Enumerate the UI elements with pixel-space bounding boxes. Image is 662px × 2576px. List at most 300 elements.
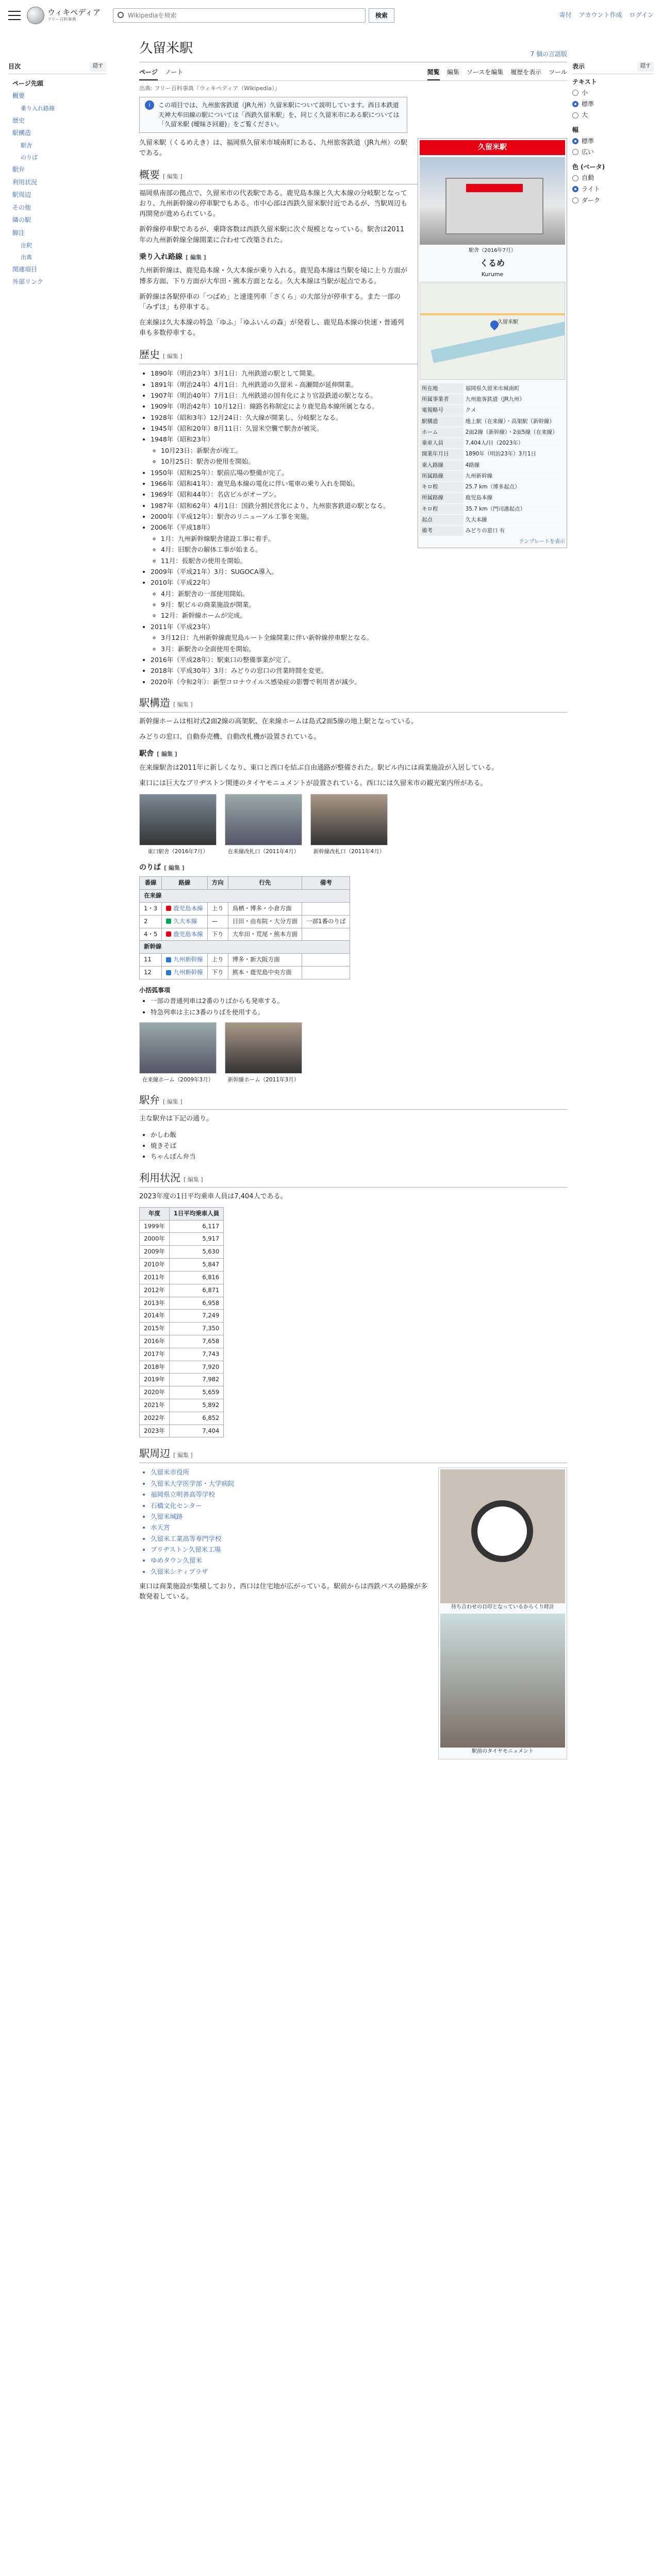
radio-option[interactable]: [572, 196, 654, 206]
tab[interactable]: ツール: [549, 69, 567, 76]
radio-option[interactable]: [572, 110, 654, 120]
map-label: 久留米駅: [498, 319, 518, 325]
platform-note: [302, 928, 350, 941]
usage-value: 7,658: [169, 1335, 224, 1348]
paragraph: 九州新幹線は、鹿児島本線・久大本線が乗り入れる。鹿児島本線は当駅を境に上り方面が博多方面、下り方面が大牟田・熊本方面となる。久大本線は当駅が起点である。: [139, 267, 408, 285]
infobox-value: 九州新幹線: [464, 470, 565, 481]
history-subitem: ◦ 11月：仮駅舎の使用を開始。: [161, 556, 567, 566]
history-item: • 1950年（昭和25年）：駅前広場の整備が完了。: [151, 468, 567, 478]
usage-value: 7,249: [169, 1310, 224, 1323]
platform-direction: 上り: [207, 954, 228, 967]
station-photo[interactable]: [420, 157, 565, 245]
toc-item[interactable]: その他: [12, 204, 31, 211]
platform-number: 11: [140, 954, 162, 967]
toc-header: [8, 62, 106, 74]
toc-item[interactable]: 駅構造: [12, 129, 31, 137]
infobox-value: 鹿児島本線: [464, 493, 565, 503]
history-item: • 2018年（平成30年）3月：みどりの窓口の営業時間を変更。: [151, 666, 567, 675]
radio-icon: [572, 101, 578, 107]
edit-link[interactable]: [ 編集 ]: [157, 751, 177, 758]
gallery-caption: 新幹線ホーム（2011年3月）: [227, 1077, 300, 1083]
gallery-image[interactable]: [225, 1022, 302, 1074]
usage-year: 2018年: [140, 1361, 170, 1374]
bento-intro: 主な駅弁は下記の通り。: [139, 1115, 213, 1123]
history-subitem: ◦ 3月：新駅舎の全面使用を開始。: [161, 644, 567, 654]
line-link[interactable]: 九州新幹線: [173, 969, 203, 976]
toc-title: 目次: [8, 63, 21, 70]
platform-note: 一部1番のりば: [302, 915, 350, 928]
wikipedia-logo[interactable]: [27, 7, 101, 24]
radio-option[interactable]: [572, 173, 654, 183]
edit-link[interactable]: [ 編集 ]: [184, 1176, 203, 1183]
language-button[interactable]: 7 個の言語版: [530, 50, 567, 58]
station-paragraphs: [139, 763, 567, 789]
usage-value: 6,958: [169, 1297, 224, 1310]
logo-wordmark: ウィキペディア: [47, 7, 101, 17]
usage-year: 2015年: [140, 1323, 170, 1335]
radio-icon: [572, 197, 578, 204]
around-item[interactable]: • 久留米大学医学部・大学病院: [151, 1479, 567, 1488]
around-item[interactable]: • 福岡県立明善高等学校: [151, 1489, 567, 1499]
edit-link[interactable]: [ 編集 ]: [164, 864, 185, 871]
usage-year: 2011年: [140, 1271, 170, 1284]
usage-value: 5,630: [169, 1246, 224, 1259]
history-item: • 2020年（令和2年）：新型コロナウイルス感染症の影響で利用者が減少。: [151, 677, 567, 687]
platform-number: 2: [140, 915, 162, 928]
section-platforms-title: のりば: [139, 863, 161, 872]
toc-item[interactable]: 注釈: [21, 242, 32, 249]
infobox-roman: Kurume: [481, 270, 504, 278]
platform-number: 4・5: [140, 928, 162, 941]
infobox-key: 所属事業者: [420, 394, 464, 405]
tab[interactable]: ノート: [164, 69, 184, 76]
clock-photo[interactable]: [440, 1469, 565, 1603]
section-lines-title: 乗り入れ路線: [139, 252, 183, 261]
toc-sidebar: [8, 62, 106, 289]
location-map[interactable]: [420, 282, 565, 380]
platform-destination: 博多・新大阪方面: [228, 954, 302, 967]
platform-destination: 熊本・鹿児島中央方面: [228, 967, 302, 979]
history-subitem: ◦ 4月：旧駅舎の解体工事が始まる。: [161, 545, 567, 554]
usage-year: 2020年: [140, 1386, 170, 1399]
usage-value: 6,871: [169, 1284, 224, 1297]
platform-number: 1・3: [140, 902, 162, 915]
radio-label: 大: [582, 111, 588, 119]
hatnote: [139, 97, 407, 133]
platform-direction: —: [207, 915, 228, 928]
history-item: • 1966年（昭和41年）：鹿児島本線の電化に伴い電車の乗り入れを開始。: [151, 479, 567, 488]
top-header: [0, 0, 662, 31]
infobox-value: 九州旅客鉄道（JR九州）: [464, 394, 565, 405]
radio-label: 標準: [582, 137, 594, 145]
platform-line: [162, 967, 208, 979]
edit-link[interactable]: [ 編集 ]: [163, 1098, 183, 1106]
usage-header: 年度: [140, 1207, 170, 1220]
history-subitem: ◦ 10月25日：駅舎の使用を開始。: [161, 456, 567, 466]
around-item[interactable]: • 石橋文化センター: [151, 1501, 567, 1511]
infobox-value: みどりの窓口 有: [464, 526, 565, 536]
section-structure: [139, 695, 567, 713]
clock-photo-frame: [438, 1467, 567, 1759]
toc-item[interactable]: 外部リンク: [12, 278, 43, 286]
usage-year: 2014年: [140, 1310, 170, 1323]
history-item: • 2000年（平成12年）：駅舎のリニューアル工事を実施。: [151, 512, 567, 521]
around-item[interactable]: • ゆめタウン久留米: [151, 1555, 567, 1565]
section-around-title: 駅周辺: [139, 1447, 170, 1460]
site-sub: 出典: フリー百科事典『ウィキペディア（Wikipedia）』: [139, 84, 280, 92]
text-size-label: テキスト: [572, 78, 597, 86]
usage-year: 2010年: [140, 1259, 170, 1272]
radio-label: 小: [582, 89, 588, 97]
history-subitem: ◦ 12月：新幹線ホームが完成。: [161, 611, 567, 620]
station-photo-caption: 駅舎（2016年7月）: [469, 248, 516, 254]
tab[interactable]: 編集: [446, 69, 459, 76]
platform-note: [302, 902, 350, 915]
radio-option[interactable]: [572, 99, 654, 109]
usage-value: 7,743: [169, 1348, 224, 1361]
line-link[interactable]: 九州新幹線: [173, 956, 203, 963]
gallery-image[interactable]: [139, 794, 217, 845]
usage-value: 5,892: [169, 1399, 224, 1412]
paragraph: 福岡県南部の拠点で、久留米市の代表駅である。鹿児島本線と久大本線の分岐駅となっており、九州新幹線の停車駅でもある。市中心部は西鉄久留米駅付近であるが、当駅周辺も再開発が進められている。: [139, 190, 408, 218]
around-item[interactable]: • 久留米工業高等専門学校: [151, 1534, 567, 1544]
platform-destination: 鳥栖・博多・小倉方面: [228, 902, 302, 915]
section-overview-title: 概要: [139, 168, 160, 181]
toc-item[interactable]: 駅舎: [21, 142, 32, 149]
platform-destination: 大牟田・荒尾・熊本方面: [228, 928, 302, 941]
usage-year: 2012年: [140, 1284, 170, 1297]
usage-header: 1日平均乗車人員: [169, 1207, 224, 1220]
toc-item[interactable]: 駅周辺: [12, 191, 31, 199]
appearance-title: 表示: [572, 63, 585, 70]
usage-year: 1999年: [140, 1220, 170, 1233]
radio-label: ライト: [582, 185, 600, 193]
radio-label: ダーク: [582, 196, 601, 204]
around-item[interactable]: • ブリヂストン久留米工場: [151, 1545, 567, 1554]
history-item: • 2009年（平成21年）3月：SUGOCA導入。: [151, 567, 567, 577]
edit-link[interactable]: [ 編集 ]: [163, 173, 183, 180]
infobox-kana: くるめ: [479, 258, 505, 268]
gallery-caption: 新幹線改札口（2011年4月）: [313, 849, 385, 855]
gallery-item: [225, 794, 302, 856]
section-history-title: 歴史: [139, 348, 160, 361]
logo-tagline: フリー百科事典: [47, 17, 76, 22]
toc-item[interactable]: 乗り入れ路線: [21, 105, 55, 112]
usage-value: 6,117: [169, 1220, 224, 1233]
platform-direction: 下り: [207, 928, 228, 941]
infobox-key: 開業年月日: [420, 449, 464, 460]
width-label: 幅: [572, 126, 579, 133]
usage-table: [139, 1207, 224, 1438]
platform-note-item: • 特急列車は主に3番のりばを使用する。: [151, 1007, 567, 1017]
radio-icon: [572, 138, 578, 144]
usage-year: 2017年: [140, 1348, 170, 1361]
infobox-key: 所属路線: [420, 493, 464, 503]
search-placeholder: Wikipediaを検索: [127, 11, 177, 19]
infobox-value: 福岡県久留米市城南町: [464, 383, 565, 394]
gallery-station: [139, 794, 567, 856]
toc-item[interactable]: 関連項目: [12, 265, 38, 273]
radio-icon: [572, 186, 578, 192]
history-item: • 2010年（平成22年） ◦ 4月：新駅舎の一部使用開始。 ◦ 9月：駅ビルの商業施設が開業。 ◦ 12月：新幹線ホームが完成。: [151, 578, 567, 621]
infobox-value: 1890年（明治23年）3月1日: [464, 449, 565, 460]
around-item[interactable]: • 水天宮: [151, 1522, 567, 1532]
toc-item[interactable]: 脚注: [12, 229, 25, 237]
history-item: • 1890年（明治23年）3月1日：九州鉄道の駅として開業。: [151, 368, 567, 378]
paragraph: 新幹線停車駅であるが、乗降客数は西鉄久留米駅に次ぐ規模となっている。駅舎は2011年の九州新幹線全線開業に合わせて改築された。: [139, 226, 405, 244]
tire-photo-caption: 駅前のタイヤモニュメント: [472, 1748, 534, 1754]
platform-header: 備考: [302, 877, 350, 890]
toc-item[interactable]: ページ先頭: [12, 79, 43, 87]
platform-direction: 下り: [207, 967, 228, 979]
title-row: [139, 38, 567, 62]
infobox-value: 久大本線: [464, 514, 565, 525]
platform-header: 番線: [140, 877, 162, 890]
platform-header: 行先: [228, 877, 302, 890]
line-color-icon: [166, 906, 171, 911]
around-text: 東口は商業施設が集積しており、西口は住宅地が広がっている。駅前からは西鉄バスの路線が多数発着している。: [139, 1583, 428, 1601]
infobox-key: ホーム: [420, 427, 464, 437]
platform-note: [302, 954, 350, 967]
edit-link[interactable]: [ 編集 ]: [173, 701, 193, 708]
platform-notes-title: 小括弧事項: [139, 986, 171, 994]
around-item[interactable]: • 久留米城跡: [151, 1512, 567, 1521]
infobox-value: 7,404人/日（2023年）: [464, 438, 565, 449]
gallery-caption: 在来線改札口（2011年4月）: [227, 849, 300, 855]
tab[interactable]: ソースを編集: [466, 69, 504, 76]
infobox-key: キロ程: [420, 503, 464, 514]
appearance-hide-button[interactable]: 隠す: [637, 62, 654, 72]
gallery-item: [139, 1022, 217, 1084]
toc-list: [8, 77, 106, 289]
around-item[interactable]: • 久留米市役所: [151, 1467, 567, 1477]
paragraph: 在来線駅舎は2011年に新しくなり、東口と西口を結ぶ自由通路が整備された。駅ビル内には商業施設が入居している。: [139, 764, 499, 772]
platform-group: 新幹線: [140, 941, 350, 954]
usage-text: 2023年度の1日平均乗車人員は7,404人である。: [139, 1192, 287, 1200]
search-icon: [118, 12, 124, 18]
usage-value: 7,982: [169, 1374, 224, 1386]
history-item: • 2011年（平成23年） ◦ 3月12日：九州新幹線鹿児島ルート全線開業に伴い新幹線停車駅となる。 ◦ 3月：新駅舎の全面使用を開始。: [151, 622, 567, 654]
usage-year: 2022年: [140, 1412, 170, 1425]
infobox-key: 駅構造: [420, 416, 464, 427]
infobox-table: [420, 383, 565, 536]
usage-value: 5,917: [169, 1233, 224, 1246]
line-link[interactable]: 鹿児島本線: [173, 904, 203, 912]
gallery-caption: 在来線ホーム（2009年3月）: [142, 1077, 214, 1083]
platform-line: [162, 928, 208, 941]
history-item: • 1945年（昭和20年）8月11日：久留米空襲で駅舎が被災。: [151, 423, 567, 433]
line-color-icon: [166, 931, 171, 937]
section-station: [139, 749, 567, 760]
section-bento-title: 駅弁: [139, 1094, 160, 1107]
infobox-key: 起点: [420, 514, 464, 525]
usage-year: 2021年: [140, 1399, 170, 1412]
radio-option[interactable]: [572, 88, 654, 98]
width-options: [572, 137, 654, 157]
gallery-image[interactable]: [139, 1022, 217, 1074]
tab[interactable]: 履歴を表示: [510, 69, 542, 76]
search-input[interactable]: [113, 8, 366, 23]
gallery-caption: 東口駅舎（2016年7月）: [147, 849, 208, 855]
toc-item[interactable]: のりば: [21, 154, 38, 161]
history-subitem: ◦ 3月12日：九州新幹線鹿児島ルート全線開業に伴い新幹線停車駅となる。: [161, 633, 567, 642]
history-item: • 1891年（明治24年）4月1日：九州鉄道の久留米 - 高瀬間が延伸開業。: [151, 380, 567, 389]
structure-paragraphs: [139, 717, 567, 742]
platform-header: 路線: [162, 877, 208, 890]
tab[interactable]: ページ: [139, 65, 158, 80]
radio-option[interactable]: [572, 147, 654, 157]
gallery-image[interactable]: [310, 794, 388, 845]
history-item: • 1928年（昭和3年）12月24日：久大線が開業し、分岐駅となる。: [151, 413, 567, 422]
globe-icon: [27, 7, 44, 24]
intro-text: 久留米駅（くるめえき）は、福岡県久留米市城南町にある、九州旅客鉄道（JR九州）の駅である。: [139, 139, 407, 157]
gallery-item: [225, 1022, 302, 1084]
usage-year: 2013年: [140, 1297, 170, 1310]
color-label: 色 (ベータ): [572, 163, 605, 171]
clock-photo-caption: 待ち合わせの目印となっているからくり時計: [451, 1604, 554, 1611]
radio-option[interactable]: [572, 184, 654, 194]
tab[interactable]: 閲覧: [427, 65, 440, 80]
user-link[interactable]: 寄付: [559, 11, 572, 19]
edit-link[interactable]: [ 編集 ]: [163, 353, 183, 360]
section-usage: [139, 1170, 567, 1188]
section-bento: [139, 1092, 567, 1110]
usage-year: 2009年: [140, 1246, 170, 1259]
usage-value: 5,659: [169, 1386, 224, 1399]
radio-icon: [572, 90, 578, 96]
around-item[interactable]: • 久留米シティプラザ: [151, 1567, 567, 1577]
infobox-value: クメ: [464, 405, 565, 416]
usage-year: 2019年: [140, 1374, 170, 1386]
history-item: • 1907年（明治40年）7月1日：九州鉄道の国有化により官設鉄道の駅となる。: [151, 391, 567, 400]
paragraph: みどりの窓口、自動券売機、自動改札機が設置されている。: [139, 733, 321, 741]
platform-line: [162, 902, 208, 915]
platform-group: 在来線: [140, 890, 350, 903]
history-subitem: ◦ 10月23日：新駅舎が竣工。: [161, 446, 567, 455]
infobox-value: 地上駅（在来線）・高架駅（新幹線）: [464, 416, 565, 427]
platform-table: [139, 876, 350, 979]
bento-list: [151, 1130, 567, 1162]
user-links: [559, 10, 654, 20]
infobox-value: 25.7 km（博多起点）: [464, 482, 565, 493]
platform-note-item: • 一部の普通列車は2番のりばからも発車する。: [151, 996, 567, 1006]
infobox-value: 2面2線（新幹線）・2面5線（在来線）: [464, 427, 565, 437]
usage-value: 7,350: [169, 1323, 224, 1335]
infobox-title: 久留米駅: [420, 140, 565, 156]
radio-icon: [572, 175, 578, 181]
toc-item[interactable]: 歴史: [12, 116, 25, 124]
text-size-options: [572, 88, 654, 120]
history-item: • 2006年（平成18年） ◦ 1月：九州新幹線駅舎建設工事に着手。 ◦ 4月：旧駅舎の解体工事が始まる。 ◦ 11月：仮駅舎の使用を開始。: [151, 522, 567, 566]
infobox-value: 35.7 km（門司港起点）: [464, 503, 565, 514]
gallery-image[interactable]: [225, 794, 302, 845]
usage-value: 5,847: [169, 1259, 224, 1272]
history-item: • 1909年（明治42年）10月12日：線路名称制定により鹿児島本線所属となる。: [151, 401, 567, 411]
usage-year: 2023年: [140, 1425, 170, 1437]
main-menu-icon[interactable]: [8, 11, 21, 20]
toc-item[interactable]: 概要: [12, 92, 25, 100]
line-color-icon: [166, 970, 171, 975]
user-link[interactable]: アカウント作成: [578, 11, 622, 19]
bento-item: • 焼きそば: [151, 1141, 567, 1150]
gallery-item: [310, 794, 388, 856]
platform-destination: 日田・由布院・大分方面: [228, 915, 302, 928]
tabs-left: [139, 65, 183, 80]
radio-option[interactable]: [572, 137, 654, 146]
usage-year: 2016年: [140, 1335, 170, 1348]
radio-icon: [572, 149, 578, 155]
info-icon: i: [145, 100, 154, 110]
edit-link[interactable]: [ 編集 ]: [186, 253, 206, 261]
radio-label: 自動: [582, 174, 594, 182]
user-link[interactable]: ログイン: [629, 11, 654, 19]
paragraph: 新幹線は各駅停車の「つばめ」と速達列車「さくら」の大部分が停車する。また一部の「みずほ」も停車する。: [139, 293, 401, 311]
toc-item[interactable]: 利用状況: [12, 178, 38, 186]
paragraph: 東口には巨大なブリヂストン関連のタイヤモニュメントが設置されている。西口には久留米市の観光案内所がある。: [139, 779, 487, 788]
paragraph: 在来線は久大本線の特急「ゆふ」「ゆふいんの森」が発着し、鹿児島本線の快速・普通列車も多数停車する。: [139, 318, 404, 337]
template-link[interactable]: テンプレートを表示: [519, 539, 565, 545]
tire-photo[interactable]: [440, 1614, 565, 1748]
history-item: • 1969年（昭和44年）：名店ビルがオープン。: [151, 489, 567, 499]
section-usage-title: 利用状況: [139, 1171, 180, 1184]
toc-item[interactable]: 駅弁: [12, 166, 25, 174]
infobox-key: 備考: [420, 526, 464, 536]
line-color-icon: [166, 919, 171, 924]
usage-value: 6,816: [169, 1271, 224, 1284]
radio-label: 広い: [582, 148, 594, 156]
history-item: • 1948年（昭和23年） ◦ 10月23日：新駅舎が竣工。 ◦ 10月25日：駅舎の使用を開始。: [151, 434, 567, 466]
usage-value: 6,852: [169, 1412, 224, 1425]
bento-item: • ちゃんぽん弁当: [151, 1151, 567, 1161]
radio-icon: [572, 112, 578, 118]
history-item: • 2016年（平成28年）：駅東口の整備事業が完了。: [151, 655, 567, 665]
paragraph: 新幹線ホームは相対式2面2線の高架駅、在来線ホームは島式2面5線の地上駅となっている。: [139, 718, 418, 726]
line-link[interactable]: 鹿児島本線: [173, 930, 203, 938]
infobox-key: 所在地: [420, 383, 464, 394]
search-button[interactable]: 検索: [369, 8, 394, 23]
page-tabs: [139, 65, 567, 81]
tabs-right: [427, 65, 567, 80]
infobox: [418, 138, 567, 548]
hatnote-text: この項目では、九州旅客鉄道（JR九州）久留米駅について説明しています。西日本鉄道天神大牟田線の駅については「西鉄久留米駅」を、同じく久留米市にある駅については「久留米駅 (曖昧さ回避)」をご覧ください。: [158, 101, 400, 128]
platform-line: [162, 954, 208, 967]
clock-icon: [471, 1500, 533, 1562]
platform-direction: 上り: [207, 902, 228, 915]
infobox-key: 乗車人員: [420, 438, 464, 449]
usage-value: 7,404: [169, 1425, 224, 1437]
platform-number: 12: [140, 967, 162, 979]
section-around: [139, 1446, 567, 1463]
section-platforms: [139, 862, 567, 874]
toc-item[interactable]: 出典: [21, 253, 32, 261]
line-link[interactable]: 久大本線: [173, 917, 197, 925]
main-content: [139, 38, 567, 1765]
platform-header: 方向: [207, 877, 228, 890]
section-station-title: 駅舎: [139, 750, 154, 758]
infobox-key: 電報略号: [420, 405, 464, 416]
toc-hide-button[interactable]: 隠す: [90, 62, 106, 72]
history-subitem: ◦ 9月：駅ビルの商業施設が開業。: [161, 600, 567, 609]
toc-item[interactable]: 隣の駅: [12, 216, 31, 224]
gallery-platforms: [139, 1022, 567, 1084]
appearance-panel: [572, 62, 654, 207]
platform-line: [162, 915, 208, 928]
bento-item: • かしわ飯: [151, 1130, 567, 1140]
gallery-item: [139, 794, 217, 856]
platform-note: [302, 967, 350, 979]
edit-link[interactable]: [ 編集 ]: [173, 1452, 193, 1459]
color-options: [572, 173, 654, 205]
